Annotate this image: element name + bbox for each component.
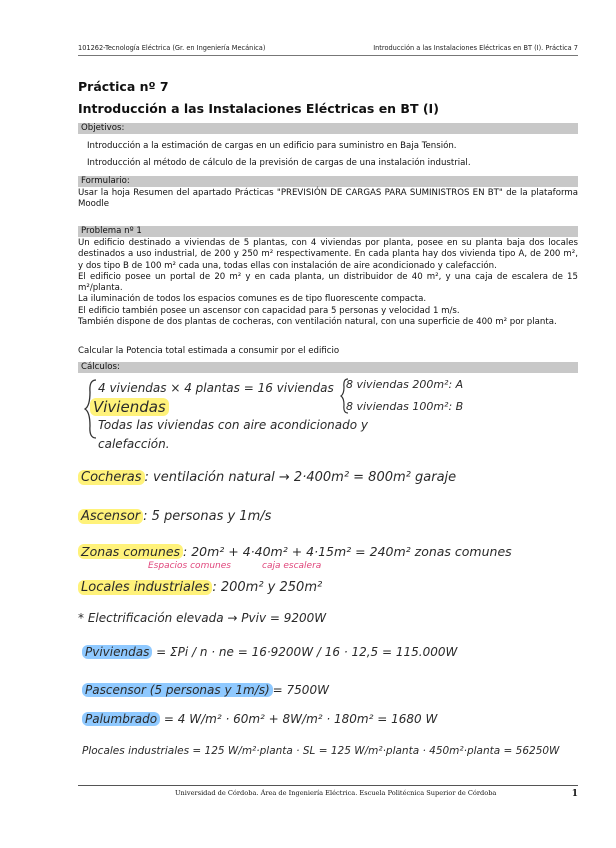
ascensor-text: : 5 personas y 1m/s <box>143 509 272 524</box>
header-divider <box>78 55 578 56</box>
problema-p4: El edificio también posee un ascensor con capacidad para 5 personas y velocidad 1 m/s. <box>78 305 460 316</box>
zonas-note-espacios: Espacios comunes <box>148 561 231 571</box>
viviendas-line2: Todas las viviendas con aire acondicionado y <box>98 418 369 432</box>
header-right: Introducción a las Instalaciones Eléctricas en BT (I). Práctica 7 <box>373 44 578 52</box>
viviendas-line3: calefacción. <box>98 437 170 451</box>
zonas-row <box>78 544 512 559</box>
objetivo-item-2: Introducción al método de cálculo de la previsión de cargas de una instalación industrial. <box>87 158 471 168</box>
problema-p3: La iluminación de todos los espacios comunes es de tipo fluorescente compacta. <box>78 294 427 305</box>
viviendas-tipo-b: 8 viviendas 100m²: B <box>346 400 464 413</box>
formula-ascensor-text: = 7500W <box>272 683 329 697</box>
cocheras-row <box>78 470 456 485</box>
objetivos-heading: Objetivos: <box>78 123 578 134</box>
problema-p2: El edificio posee un portal de 20 m² y en cada planta, un distribuidor de 40 m², y una caja de escalera de 15 m²/planta. <box>78 271 578 294</box>
calculos-heading: Cálculos: <box>78 362 578 373</box>
viviendas-label: Viviendas <box>90 398 169 416</box>
header-left: 101262-Tecnología Eléctrica (Gr. en Ingeniería Mecánica) <box>78 44 266 52</box>
ascensor-row <box>78 509 271 524</box>
problema-body <box>78 238 578 328</box>
problema-question: Calcular la Potencia total estimada a consumir por el edificio <box>78 346 340 356</box>
page-number: 1 <box>571 789 578 799</box>
footer-text: Universidad de Córdoba. Área de Ingeniería Eléctrica. Escuela Politécnica Superior de Córdoba <box>175 789 497 797</box>
ascensor-label: Ascensor <box>78 509 143 524</box>
formula-ascensor-label: Pascensor (5 personas y 1m/s) <box>82 683 273 697</box>
formula-alumbrado <box>82 712 437 726</box>
locales-row <box>78 580 322 595</box>
electrificacion-note: * Electrificación elevada → Pviv = 9200W <box>78 611 327 625</box>
formula-locales: Plocales industriales = 125 W/m²·planta · SL = 125 W/m²·planta · 450m²·planta = 56250W <box>82 745 560 757</box>
viviendas-tipo-a: 8 viviendas 200m²: A <box>346 378 464 391</box>
formula-alumbrado-label: Palumbrado <box>82 712 160 726</box>
cocheras-text: : ventilación natural → 2·400m² = 800m² garaje <box>144 470 457 485</box>
formula-alumbrado-text: = 4 W/m² · 60m² + 8W/m² · 180m² = 1680 W <box>163 712 438 726</box>
zonas-note-escalera: caja escalera <box>262 561 322 571</box>
formula-viviendas-text: = ΣPi / n · ne = 16·9200W / 16 · 12,5 = 115.000W <box>156 645 458 659</box>
formulario-heading: Formulario: <box>78 176 578 187</box>
page-title: Práctica nº 7 <box>78 79 169 94</box>
zonas-text: : 20m² + 4·40m² + 4·15m² = 240m² zonas comunes <box>183 544 512 559</box>
problema-heading: Problema nº 1 <box>78 226 578 237</box>
locales-text: : 200m² y 250m² <box>212 580 323 595</box>
objetivo-item-1: Introducción a la estimación de cargas en un edificio para suministro en Baja Tensión. <box>87 141 457 151</box>
formula-ascensor <box>82 683 329 697</box>
locales-label: Locales industriales <box>78 580 212 595</box>
footer-divider <box>78 785 578 786</box>
page-subtitle: Introducción a las Instalaciones Eléctricas en BT (I) <box>78 101 439 116</box>
zonas-label: Zonas comunes <box>78 544 183 559</box>
brace-icon <box>84 378 98 440</box>
cocheras-label: Cocheras <box>78 470 145 485</box>
problema-p1: Un edificio destinado a viviendas de 5 plantas, con 4 viviendas por planta, posee en su planta baja dos locales destinados a uso industrial, de 200 y 250 m² respectivamente. En cada planta hay dos vivienda tipo A, de 200 m², y dos tipo B de 100 m² cada una, todas ellas con instalación de aire acondicionado y calefacción. <box>78 238 578 271</box>
viviendas-line1: 4 viviendas × 4 plantas = 16 viviendas <box>98 381 334 395</box>
problema-p5: También dispone de dos plantas de cocheras, con ventilación natural, con una superficie de 400 m² por planta. <box>78 317 557 328</box>
formula-viviendas <box>82 645 457 659</box>
formulario-text: Usar la hoja Resumen del apartado Prácticas "PREVISIÓN DE CARGAS PARA SUMINISTROS EN BT" de la plataforma Moodle <box>78 188 578 210</box>
formula-viviendas-label: Pviviendas <box>82 645 152 659</box>
